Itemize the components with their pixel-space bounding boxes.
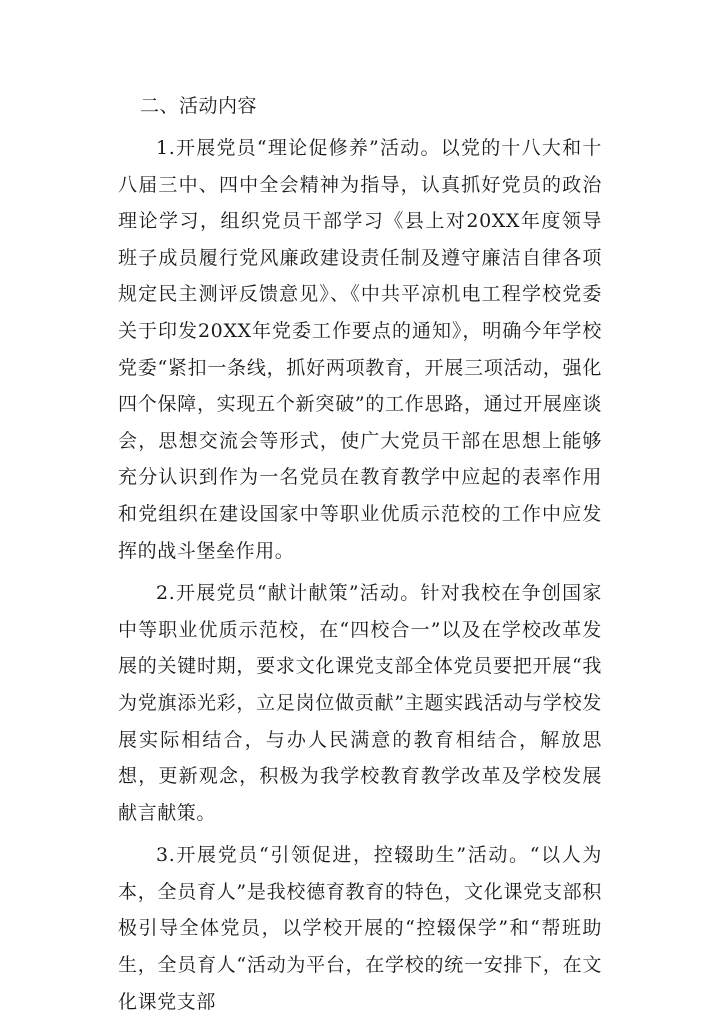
paragraph-theory-activity: 1.开展党员“理论促修养”活动。以党的十八大和十八届三中、四中全会精神为指导，认真抓好党员的政治理论学习，组织党员干部学习《县上对20XX年度领导班子成员履行党风廉政建设责任制及遵守廉洁自律各项规定民主测评反馈意见》、《中共平凉机电工程学校党委关于印发20XX年党委工作要点的通知》，明确今年学校党委“紧扣一条线，抓好两项教育，开展三项活动，强化四个保障，实现五个新突破”的工作思路，通过开展座谈会，思想交流会等形式，使广大党员干部在思想上能够充分认识到作为一名党员在教育教学中应起的表率作用和党组织在建设国家中等职业优质示范校的工作中应发挥的战斗堡垒作用。 xyxy=(118,137,602,562)
section-heading: 二、活动内容 xyxy=(140,95,258,117)
paragraph-lead-activity: 3.开展党员“引领促进，控辍助生”活动。“以人为本，全员育人”是我校德育教育的特色，文化课党支部积极引导全体党员，以学校开展的“控辍保学”和“帮班助生，全员育人“活动为平台，在学校的统一安排下，在文化课党支部 xyxy=(118,844,602,1013)
document-page xyxy=(118,88,602,1026)
paragraph-suggestion-activity: 2.开展党员“献计献策”活动。针对我校在争创国家中等职业优质示范校，在“四校合一”以及在学校改革发展的关键时期，要求文化课党支部全体党员要把开展“我为党旗添光彩，立足岗位做贡献”主题实践活动与学校发展实际相结合，与办人民满意的教育相结合，解放思想，更新观念，积极为我学校教育教学改革及学校发展献言献策。 xyxy=(118,582,602,824)
